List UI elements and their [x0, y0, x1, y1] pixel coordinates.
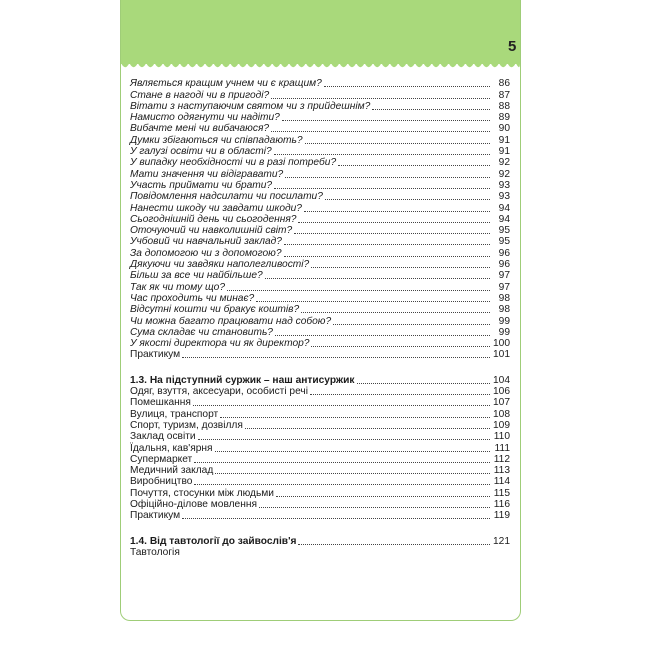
- toc-entry[interactable]: [130, 112, 510, 123]
- toc-page-number: 116: [493, 498, 510, 510]
- toc-entry[interactable]: [130, 420, 510, 431]
- dot-leader: [311, 346, 490, 347]
- dot-leader: [282, 120, 490, 121]
- dot-leader: [193, 405, 490, 406]
- toc-entry-label: Вибачте мені чи вибачаюся?: [130, 123, 270, 135]
- toc-entry-label: Більш за все чи найбільше?: [130, 270, 263, 282]
- toc-entry-label: Участь приймати чи брати?: [130, 179, 273, 191]
- toc-entry-label: Відсутні кошти чи бракує коштів?: [130, 304, 300, 316]
- toc-page-number: 90: [498, 123, 510, 135]
- toc-section-heading[interactable]: [130, 535, 510, 546]
- toc-page-number: 94: [498, 202, 510, 214]
- toc-entry-label: 1.4. Від тавтології до зайвослів'я: [130, 535, 297, 547]
- toc-entry[interactable]: [130, 442, 510, 453]
- toc-entry[interactable]: [130, 431, 510, 442]
- toc-entry[interactable]: [130, 259, 510, 270]
- dot-leader: [182, 357, 490, 358]
- toc-entry-label: Думки збігаються чи співпадають?: [130, 134, 303, 146]
- toc-entry[interactable]: [130, 146, 510, 157]
- toc-entry-label: Чи можна багато працювати над собою?: [130, 315, 332, 327]
- dot-leader: [298, 222, 490, 223]
- toc-entry-label: У випадку необхідності чи в разі потреби?: [130, 157, 337, 169]
- toc-page-number: 106: [493, 386, 510, 398]
- toc-entry[interactable]: [130, 304, 510, 315]
- scalloped-edge: [121, 60, 520, 72]
- dot-leader: [276, 496, 490, 497]
- toc-page-number: 93: [498, 191, 510, 203]
- toc-entry[interactable]: [130, 168, 510, 179]
- dot-leader: [311, 267, 490, 268]
- toc-entry[interactable]: [130, 408, 510, 419]
- dot-leader: [324, 86, 490, 87]
- dot-leader: [284, 244, 490, 245]
- toc-page-number: 96: [498, 247, 510, 259]
- toc-entry[interactable]: [130, 315, 510, 326]
- toc-page-number: 98: [498, 304, 510, 316]
- toc-entry[interactable]: [130, 202, 510, 213]
- toc-entry[interactable]: [130, 386, 510, 397]
- toc-page-number: 91: [498, 146, 510, 158]
- section-gap: [130, 521, 510, 535]
- toc-page-number: 104: [493, 374, 510, 386]
- dot-leader: [301, 312, 490, 313]
- dot-leader: [274, 154, 490, 155]
- toc-page-number: 121: [493, 535, 510, 547]
- toc-entry[interactable]: [130, 338, 510, 349]
- toc-page-number: 97: [498, 281, 510, 293]
- toc-page-number: 107: [493, 397, 510, 409]
- dot-leader: [245, 428, 490, 429]
- toc-entry[interactable]: [130, 270, 510, 281]
- toc-entry-label: Практикум: [130, 510, 181, 522]
- toc-page-number: 98: [498, 292, 510, 304]
- toc-page-number: 96: [498, 259, 510, 271]
- dot-leader: [372, 109, 490, 110]
- toc-entry-label: Тавтологія: [130, 546, 180, 558]
- toc-entry[interactable]: [130, 465, 510, 476]
- dot-leader: [198, 439, 490, 440]
- toc-page-number: 99: [498, 315, 510, 327]
- toc-page-number: 97: [498, 270, 510, 282]
- toc-entry[interactable]: [130, 123, 510, 134]
- toc-page-number: 99: [498, 326, 510, 338]
- toc-entry-label: Сума складає чи становить?: [130, 326, 273, 338]
- dot-leader: [298, 544, 490, 545]
- toc-entry[interactable]: [130, 454, 510, 465]
- toc-entry-label: Повідомлення надсилати чи посилати?: [130, 191, 323, 203]
- toc-entry-label: Сьогоднішній день чи сьогодення?: [130, 213, 297, 225]
- dot-leader: [194, 484, 490, 485]
- toc-entry-label: Медичний заклад: [130, 465, 214, 477]
- section-gap: [130, 360, 510, 374]
- toc-page-number: 95: [498, 236, 510, 248]
- toc-page-number: 112: [493, 453, 510, 465]
- toc-page-number: 119: [493, 510, 510, 522]
- toc-page-number: 113: [493, 465, 510, 477]
- toc-entry[interactable]: [130, 327, 510, 338]
- toc-entry-label: У якості директора чи як директор?: [130, 338, 310, 350]
- toc-entry[interactable]: [130, 101, 510, 112]
- toc-page-number: 92: [498, 157, 510, 169]
- dot-leader: [333, 324, 490, 325]
- toc-entry-label: Їдальня, кав'ярня: [130, 442, 213, 454]
- toc-entry-label: За допомогою чи з допомогою?: [130, 247, 282, 259]
- dot-leader: [227, 290, 490, 291]
- toc-entry-label: Являється кращим учнем чи є кращим?: [130, 78, 322, 90]
- table-of-contents: [130, 78, 510, 558]
- toc-page-number: 115: [493, 487, 510, 499]
- toc-entry[interactable]: [130, 547, 510, 558]
- toc-page-number: 109: [493, 419, 510, 431]
- toc-entry-label: Одяг, взуття, аксесуари, особисті речі: [130, 386, 308, 398]
- toc-entry[interactable]: [130, 510, 510, 521]
- toc-entry[interactable]: [130, 247, 510, 258]
- dot-leader: [271, 131, 490, 132]
- toc-entry[interactable]: [130, 487, 510, 498]
- dot-leader: [325, 199, 490, 200]
- toc-entry-label: Помешкання: [130, 397, 191, 409]
- toc-entry-label: Так як чи тому що?: [130, 281, 225, 293]
- toc-page-number: 93: [498, 179, 510, 191]
- toc-entry-label: Нанести шкоду чи завдати шкоди?: [130, 202, 302, 214]
- toc-entry-label: 1.3. На підступний суржик – наш антисуржик: [130, 374, 355, 386]
- toc-page-number: 91: [498, 134, 510, 146]
- toc-entry[interactable]: [130, 281, 510, 292]
- toc-entry-label: Намисто одягнути чи надіти?: [130, 112, 280, 124]
- dot-leader: [259, 507, 490, 508]
- toc-entry-label: Учбовий чи навчальний заклад?: [130, 236, 282, 248]
- toc-entry-label: Офіційно-ділове мовлення: [130, 498, 257, 510]
- toc-entry[interactable]: [130, 134, 510, 145]
- toc-entry[interactable]: [130, 349, 510, 360]
- toc-page-number: 101: [493, 349, 510, 361]
- toc-page-number: 88: [498, 100, 510, 112]
- toc-entry-label: Вітати з наступаючим святом чи з прийдешнім?: [130, 100, 371, 112]
- toc-entry[interactable]: [130, 499, 510, 510]
- toc-entry[interactable]: [130, 157, 510, 168]
- toc-entry[interactable]: [130, 180, 510, 191]
- toc-section-heading[interactable]: [130, 374, 510, 385]
- toc-entry[interactable]: [130, 476, 510, 487]
- toc-entry-label: Заклад освіти: [130, 431, 196, 443]
- toc-page-number: 92: [498, 168, 510, 180]
- toc-entry-label: Практикум: [130, 349, 181, 361]
- toc-entry[interactable]: [130, 89, 510, 100]
- dot-leader: [194, 462, 490, 463]
- toc-entry[interactable]: [130, 293, 510, 304]
- dot-leader: [182, 518, 490, 519]
- dot-leader: [256, 301, 490, 302]
- dot-leader: [284, 256, 491, 257]
- toc-entry[interactable]: [130, 214, 510, 225]
- toc-page-number: 100: [493, 338, 510, 350]
- toc-entry-label: Час проходить чи минає?: [130, 292, 255, 304]
- toc-page-number: 94: [498, 213, 510, 225]
- toc-page-number: 108: [493, 408, 510, 420]
- toc-entry-label: Супермаркет: [130, 453, 193, 465]
- toc-entry[interactable]: [130, 397, 510, 408]
- dot-leader: [294, 233, 490, 234]
- dot-leader: [275, 335, 490, 336]
- page-number: 5: [508, 38, 517, 55]
- toc-entry-label: Оточуючий чи навколишній світ?: [130, 225, 293, 237]
- toc-entry-label: У галузі освіти чи в області?: [130, 146, 272, 158]
- toc-page-number: 114: [493, 476, 510, 488]
- toc-page-number: 87: [498, 89, 510, 101]
- dot-leader: [265, 278, 490, 279]
- toc-entry[interactable]: [130, 225, 510, 236]
- dot-leader: [285, 177, 490, 178]
- dot-leader: [310, 394, 490, 395]
- toc-page-number: 111: [494, 442, 510, 454]
- toc-page-number: 95: [498, 225, 510, 237]
- toc-entry-label: Почуття, стосунки між людьми: [130, 487, 274, 499]
- dot-leader: [338, 165, 490, 166]
- dot-leader: [274, 188, 490, 189]
- dot-leader: [215, 451, 490, 452]
- dot-leader: [304, 211, 490, 212]
- header-band: [121, 0, 520, 64]
- toc-page-number: 89: [498, 112, 510, 124]
- toc-entry[interactable]: [130, 236, 510, 247]
- toc-page-number: 86: [498, 78, 510, 90]
- toc-page-number: 110: [493, 431, 510, 443]
- dot-leader: [271, 98, 490, 99]
- toc-entry-label: Мати значення чи відігравати?: [130, 168, 284, 180]
- toc-entry-label: Стане в нагоді чи в пригоді?: [130, 89, 270, 101]
- toc-entry-label: Спорт, туризм, дозвілля: [130, 419, 243, 431]
- dot-leader: [357, 383, 490, 384]
- toc-entry[interactable]: [130, 78, 510, 89]
- dot-leader: [215, 473, 490, 474]
- dot-leader: [220, 417, 490, 418]
- toc-entry-label: Виробництво: [130, 476, 193, 488]
- toc-entry-label: Вулиця, транспорт: [130, 408, 219, 420]
- toc-entry-label: Дякуючи чи завдяки наполегливості?: [130, 259, 310, 271]
- toc-entry[interactable]: [130, 191, 510, 202]
- dot-leader: [305, 143, 490, 144]
